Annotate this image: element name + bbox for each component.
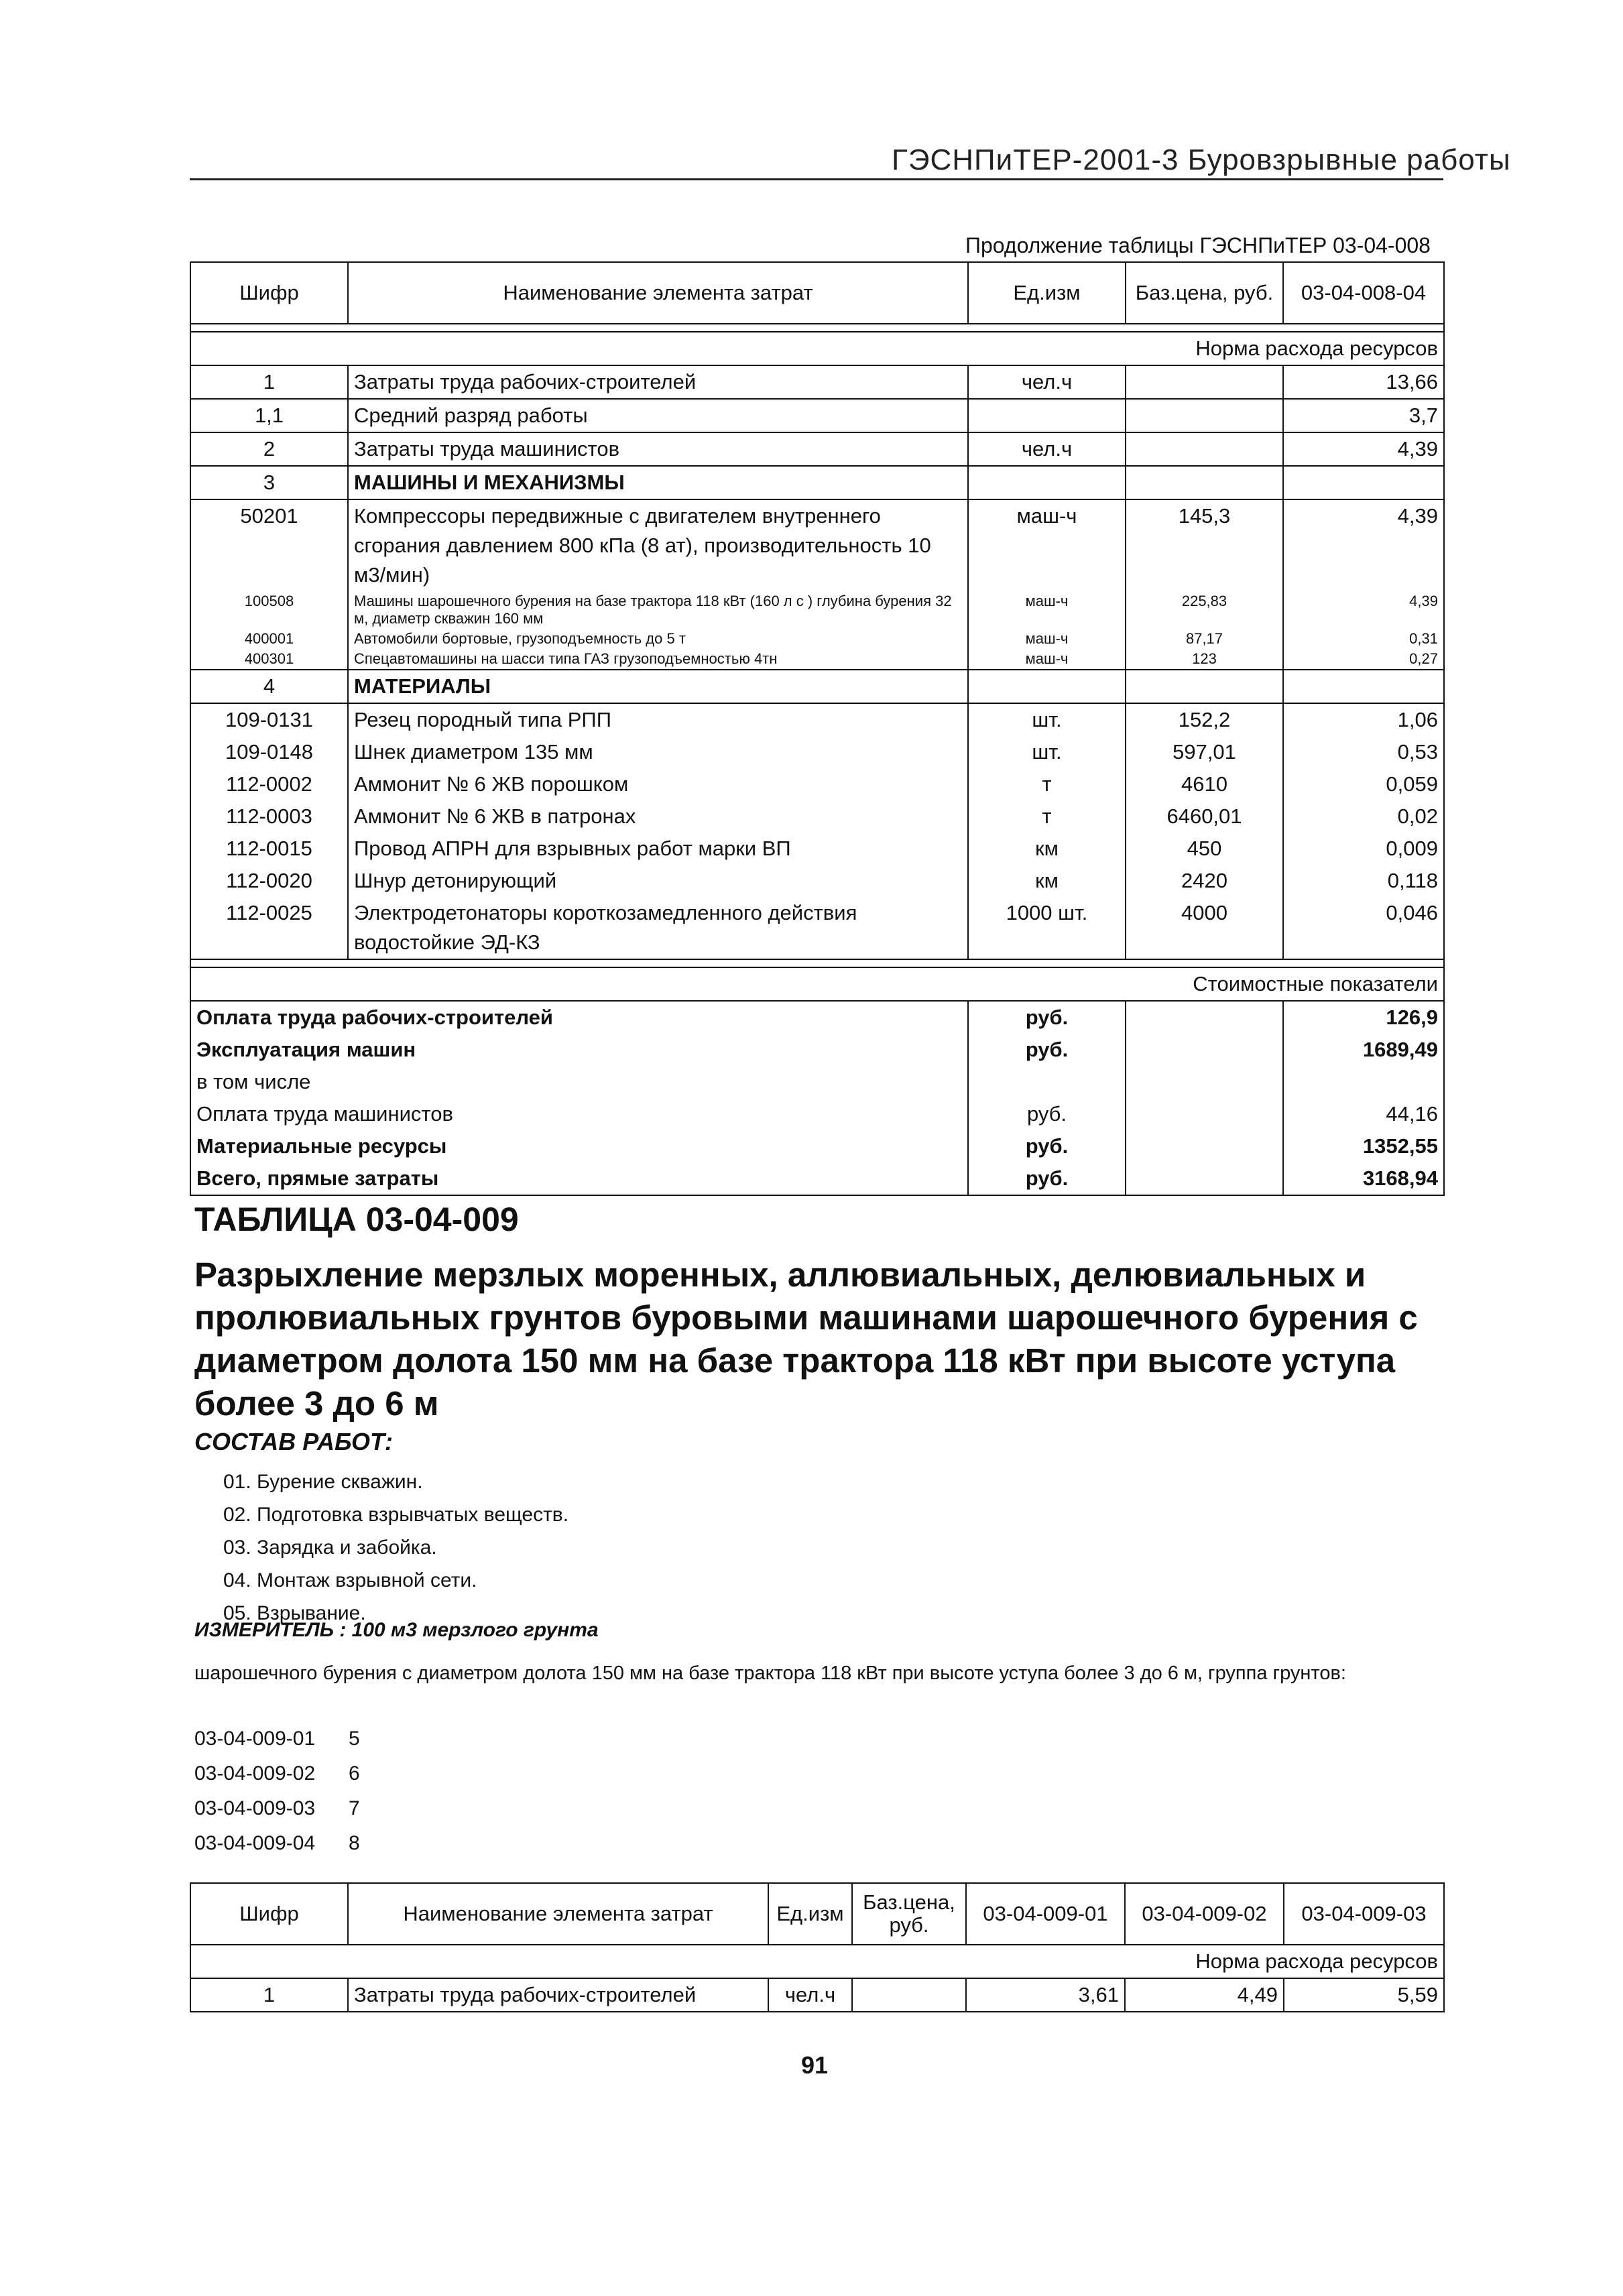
cell-name: Затраты труда рабочих-строителей <box>348 1978 768 2012</box>
cost-price-empty <box>1126 1001 1283 1034</box>
cell-unit: чел.ч <box>968 365 1126 399</box>
cell-code: 112-0003 <box>190 800 348 833</box>
cost-value: 126,9 <box>1283 1001 1444 1034</box>
cell-unit: км <box>968 833 1126 865</box>
cost-name: Оплата труда машинистов <box>190 1098 968 1130</box>
cell-norm: 0,31 <box>1283 629 1444 649</box>
cell-price: 225,83 <box>1126 591 1283 629</box>
col-header-code: Шифр <box>190 262 348 324</box>
code-item <box>194 1721 360 1756</box>
cell-code: 112-0015 <box>190 833 348 865</box>
code-number: 03-04-009-01 <box>194 1728 316 1750</box>
cost-value: 3168,94 <box>1283 1162 1444 1195</box>
cost-unit: руб. <box>968 1034 1126 1066</box>
code-number: 03-04-009-04 <box>194 1832 316 1854</box>
code-number: 03-04-009-03 <box>194 1797 316 1819</box>
cell-name: Машины шарошечного бурения на базе трактора 118 кВт (160 л с ) глубина бурения 32 м, диаметр скважин 160 мм <box>348 591 968 629</box>
cell-code: 109-0148 <box>190 736 348 768</box>
cell-code: 400001 <box>190 629 348 649</box>
works-item: 04. Монтаж взрывной сети. <box>223 1569 477 1591</box>
cell-price: 4000 <box>1126 897 1283 959</box>
cost-name: Всего, прямые затраты <box>190 1162 968 1195</box>
table-title: ТАБЛИЦА 03-04-009 <box>194 1201 519 1238</box>
cell-price <box>1126 365 1283 399</box>
cost-price-empty <box>1126 1034 1283 1066</box>
cost-name: Материальные ресурсы <box>190 1130 968 1162</box>
cell-code: 3 <box>190 466 348 499</box>
cell-name: Спецавтомашины на шасси типа ГАЗ грузоподъемностью 4тн <box>348 649 968 670</box>
cell-section-name: МАШИНЫ И МЕХАНИЗМЫ <box>348 466 968 499</box>
cost-price-empty <box>1126 1066 1283 1098</box>
col-header-price: Баз.цена, руб. <box>852 1883 966 1945</box>
cell-norm: 0,059 <box>1283 768 1444 800</box>
resource-table-03-04-008 <box>190 261 1445 1196</box>
cell-norm: 4,39 <box>1283 499 1444 591</box>
cost-unit: руб. <box>968 1162 1126 1195</box>
cell-unit: км <box>968 865 1126 897</box>
cell-code: 112-0025 <box>190 897 348 959</box>
col-header-norm-03: 03-04-009-03 <box>1284 1883 1444 1945</box>
table-row <box>190 466 1444 499</box>
cell-name: Провод АПРН для взрывных работ марки ВП <box>348 833 968 865</box>
cell-code: 100508 <box>190 591 348 629</box>
works-item: 02. Подготовка взрывчатых веществ. <box>223 1504 569 1526</box>
col-header-code: Шифр <box>190 1883 348 1945</box>
cell-name: Автомобили бортовые, грузоподъемность до 5 т <box>348 629 968 649</box>
cell-norm: 1,06 <box>1283 703 1444 736</box>
table-row <box>190 1978 1444 2012</box>
cell-name: Резец породный типа РПП <box>348 703 968 736</box>
table-row <box>190 629 1444 649</box>
cell-price <box>1126 466 1283 499</box>
section-heading: Разрыхление мерзлых моренных, аллювиальных, делювиальных и пролювиальных грунтов буровыми машинами шарошечного бурения с диаметром долота 150 мм на базе трактора 118 кВт при высоте уступа более 3 до 6 м <box>194 1256 1418 1423</box>
table-row <box>190 768 1444 800</box>
cost-row <box>190 1001 1444 1034</box>
cell-price: 4610 <box>1126 768 1283 800</box>
cost-row <box>190 1162 1444 1195</box>
cell-unit: маш-ч <box>968 629 1126 649</box>
cost-value <box>1283 1066 1444 1098</box>
code-item <box>194 1756 360 1791</box>
cell-price <box>1126 670 1283 703</box>
cell-price <box>1126 432 1283 466</box>
cell-name: Аммонит № 6 ЖВ порошком <box>348 768 968 800</box>
cost-price-empty <box>1126 1098 1283 1130</box>
norm-label: Норма расхода ресурсов <box>190 1945 1444 1978</box>
cell-code: 4 <box>190 670 348 703</box>
table-row <box>190 365 1444 399</box>
cost-unit: руб. <box>968 1098 1126 1130</box>
table-row <box>190 649 1444 670</box>
cell-name: Средний разряд работы <box>348 399 968 432</box>
cell-name: Электродетонаторы короткозамедленного действия водостойкие ЭД-КЗ <box>348 897 968 959</box>
cell-price: 597,01 <box>1126 736 1283 768</box>
cost-name: в том числе <box>190 1066 968 1098</box>
cell-name: Затраты труда рабочих-строителей <box>348 365 968 399</box>
cell-unit: т <box>968 768 1126 800</box>
col-header-price: Баз.цена, руб. <box>1126 262 1283 324</box>
cell-norm: 3,7 <box>1283 399 1444 432</box>
table-row <box>190 591 1444 629</box>
col-header-unit: Ед.изм <box>968 262 1126 324</box>
cell-norm-01: 3,61 <box>966 1978 1125 2012</box>
cell-unit: маш-ч <box>968 591 1126 629</box>
page-number: 91 <box>801 2051 829 2079</box>
works-item: 01. Бурение скважин. <box>223 1471 423 1493</box>
table-header-row <box>190 262 1444 324</box>
cell-unit: чел.ч <box>768 1978 852 2012</box>
col-header-norm-02: 03-04-009-02 <box>1125 1883 1284 1945</box>
code-item <box>194 1826 360 1861</box>
col-header-norm-01: 03-04-009-01 <box>966 1883 1125 1945</box>
table-row <box>190 670 1444 703</box>
cost-row <box>190 1034 1444 1066</box>
cost-name: Оплата труда рабочих-строителей <box>190 1001 968 1034</box>
cell-norm: 0,53 <box>1283 736 1444 768</box>
cell-name: Затраты труда машинистов <box>348 432 968 466</box>
cell-code: 50201 <box>190 499 348 591</box>
cell-code: 109-0131 <box>190 703 348 736</box>
cost-price-empty <box>1126 1162 1283 1195</box>
cell-price: 152,2 <box>1126 703 1283 736</box>
cost-name: Эксплуатация машин <box>190 1034 968 1066</box>
table-row <box>190 703 1444 736</box>
cell-norm: 0,02 <box>1283 800 1444 833</box>
cell-unit: маш-ч <box>968 649 1126 670</box>
code-group: 5 <box>349 1728 360 1750</box>
cost-indicators-label: Стоимостные показатели <box>190 967 1444 1001</box>
spacer <box>190 324 1444 332</box>
cell-norm: 4,39 <box>1283 591 1444 629</box>
cost-unit: руб. <box>968 1001 1126 1034</box>
table-row <box>190 736 1444 768</box>
table-row <box>190 865 1444 897</box>
header-rule <box>190 178 1443 180</box>
table-row <box>190 499 1444 591</box>
cell-code: 112-0002 <box>190 768 348 800</box>
cell-norm: 0,009 <box>1283 833 1444 865</box>
cell-unit: т <box>968 800 1126 833</box>
cell-unit <box>968 670 1126 703</box>
cell-name: Компрессоры передвижные с двигателем внутреннего сгорания давлением 800 кПа (8 ат), производительность 10 м3/мин) <box>348 499 968 591</box>
works-title: СОСТАВ РАБОТ: <box>194 1428 393 1455</box>
code-list <box>194 1721 360 1861</box>
cell-norm: 0,27 <box>1283 649 1444 670</box>
cell-code: 112-0020 <box>190 865 348 897</box>
cost-price-empty <box>1126 1130 1283 1162</box>
cost-row <box>190 1098 1444 1130</box>
table-row <box>190 897 1444 959</box>
cell-norm: 0,118 <box>1283 865 1444 897</box>
cost-value: 1689,49 <box>1283 1034 1444 1066</box>
cell-price <box>1126 399 1283 432</box>
cell-unit <box>968 466 1126 499</box>
cell-name: Шнек диаметром 135 мм <box>348 736 968 768</box>
col-header-name: Наименование элемента затрат <box>348 1883 768 1945</box>
table-row <box>190 432 1444 466</box>
cell-norm: 0,046 <box>1283 897 1444 959</box>
works-item: 03. Зарядка и забойка. <box>223 1536 437 1559</box>
col-header-norm-code: 03-04-008-04 <box>1283 262 1444 324</box>
cell-norm: 13,66 <box>1283 365 1444 399</box>
table-header-row <box>190 1883 1444 1945</box>
col-header-name: Наименование элемента затрат <box>348 262 968 324</box>
cell-price: 123 <box>1126 649 1283 670</box>
cell-code: 400301 <box>190 649 348 670</box>
col-header-unit: Ед.изм <box>768 1883 852 1945</box>
cost-value: 44,16 <box>1283 1098 1444 1130</box>
resource-table-03-04-009 <box>190 1882 1445 2012</box>
cell-price: 145,3 <box>1126 499 1283 591</box>
code-group: 8 <box>349 1832 360 1854</box>
table-row <box>190 800 1444 833</box>
cost-unit <box>968 1066 1126 1098</box>
cell-norm-03: 5,59 <box>1284 1978 1444 2012</box>
cell-norm: 4,39 <box>1283 432 1444 466</box>
cell-name: Шнур детонирующий <box>348 865 968 897</box>
table-continuation-caption: Продолжение таблицы ГЭСНПиТЕР 03-04-008 <box>965 233 1431 257</box>
cost-value: 1352,55 <box>1283 1130 1444 1162</box>
cell-code: 1,1 <box>190 399 348 432</box>
cell-unit: маш-ч <box>968 499 1126 591</box>
works-list <box>223 1465 568 1630</box>
description: шарошечного бурения с диаметром долота 150 мм на базе трактора 118 кВт при высоте уступа более 3 до 6 м, группа грунтов: <box>194 1663 1346 1684</box>
cell-price <box>852 1978 966 2012</box>
works-item: 05. Взрывание. <box>223 1602 366 1624</box>
cell-name: Аммонит № 6 ЖВ в патронах <box>348 800 968 833</box>
cost-row <box>190 1066 1444 1098</box>
cell-unit: шт. <box>968 736 1126 768</box>
code-group: 6 <box>349 1762 360 1785</box>
cost-unit: руб. <box>968 1130 1126 1162</box>
cell-norm-02: 4,49 <box>1125 1978 1284 2012</box>
cell-price: 2420 <box>1126 865 1283 897</box>
code-group: 7 <box>349 1797 360 1819</box>
cell-norm <box>1283 466 1444 499</box>
cell-unit: шт. <box>968 703 1126 736</box>
cell-unit: 1000 шт. <box>968 897 1126 959</box>
running-header: ГЭСНПиТЕР-2001-3 Буровзрывные работы <box>892 143 1511 176</box>
table-row <box>190 833 1444 865</box>
norm-label: Норма расхода ресурсов <box>190 332 1444 365</box>
cost-row <box>190 1130 1444 1162</box>
code-number: 03-04-009-02 <box>194 1762 316 1785</box>
measurer: ИЗМЕРИТЕЛЬ : 100 м3 мерзлого грунта <box>194 1619 599 1641</box>
cell-norm <box>1283 670 1444 703</box>
cell-section-name: МАТЕРИАЛЫ <box>348 670 968 703</box>
cell-unit: чел.ч <box>968 432 1126 466</box>
cell-price: 6460,01 <box>1126 800 1283 833</box>
table-row <box>190 399 1444 432</box>
cell-price: 450 <box>1126 833 1283 865</box>
cell-unit <box>968 399 1126 432</box>
code-item <box>194 1791 360 1826</box>
spacer <box>190 959 1444 967</box>
cell-code: 1 <box>190 365 348 399</box>
cell-price: 87,17 <box>1126 629 1283 649</box>
cell-code: 1 <box>190 1978 348 2012</box>
cell-code: 2 <box>190 432 348 466</box>
